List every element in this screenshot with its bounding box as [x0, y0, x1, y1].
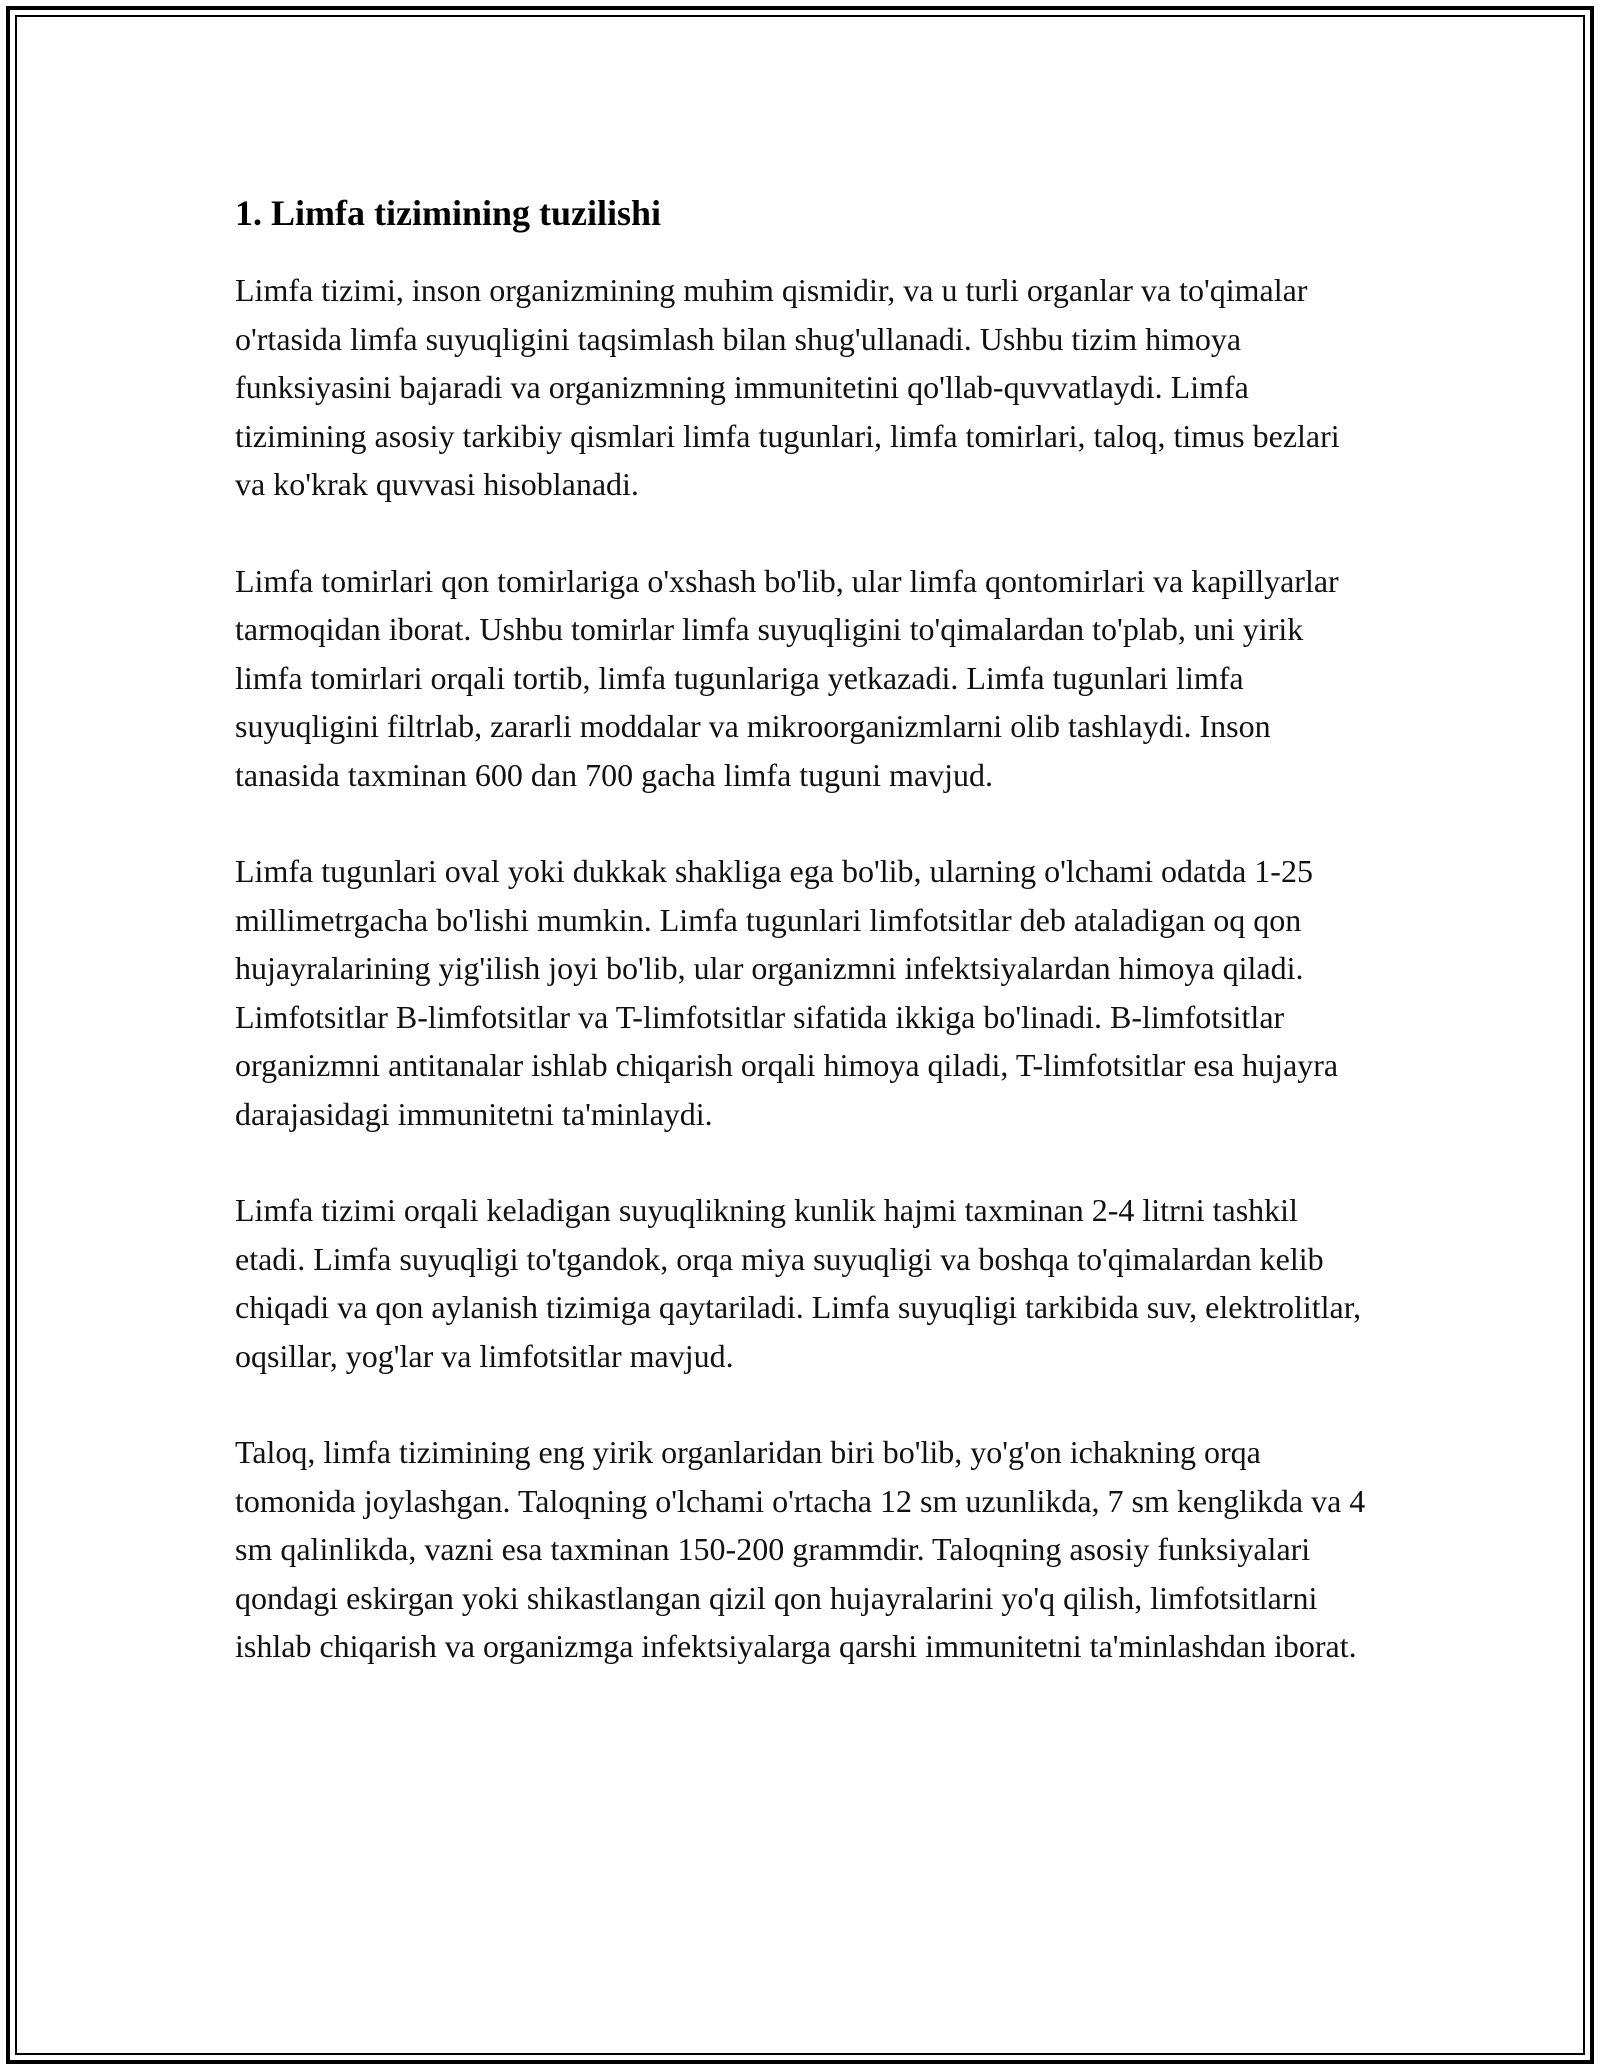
- paragraph-3: Limfa tugunlari oval yoki dukkak shakliga ega bo'lib, ularning o'lchami odatda 1-25 millimetrgacha bo'lishi mumkin. Limfa tugunlari limfotsitlar deb ataladigan oq qon hujayralarining yig'ilish joyi bo'lib, ular organizmni infektsiyalardan himoya qiladi. Limfotsitlar B-limfotsitlar va T-limfotsitlar sifatida ikkiga bo'linadi. B-limfotsitlar organizmni antitanalar ishlab chiqarish orqali himoya qiladi, T-limfotsitlar esa hujayra darajasidagi immunitetni ta'minlaydi.: [235, 853, 1339, 1132]
- paragraph-4: Limfa tizimi orqali keladigan suyuqlikning kunlik hajmi taxminan 2-4 litrni tashkil etadi. Limfa suyuqligi to'tgandok, orqa miya suyuqligi va boshqa to'qimalardan kelib chiqadi va qon aylanish tizimiga qaytariladi. Limfa suyuqligi tarkibida suv, elektrolitlar, oqsillar, yog'lar va limfotsitlar mavjud.: [235, 1192, 1362, 1374]
- paragraph-2: Limfa tomirlari qon tomirlariga o'xshash bo'lib, ular limfa qontomirlari va kapillyarlar tarmoqidan iborat. Ushbu tomirlar limfa suyuqligini to'qimalardan to'plab, uni yirik limfa tomirlari orqali tortib, limfa tugunlariga yetkazadi. Limfa tugunlari limfa suyuqligini filtrlab, zararli moddalar va mikroorganizmlarni olib tashlaydi. Inson tanasida taxminan 600 dan 700 gacha limfa tuguni mavjud.: [235, 562, 1339, 793]
- paragraph-1: Limfa tizimi, inson organizmining muhim qismidir, va u turli organlar va to'qimalar o'rtasida limfa suyuqligini taqsimlash bilan shug'ullanadi. Ushbu tizim himoya funksiyasini bajaradi va organizmning immunitetini qo'llab-quvvatlaydi. Limfa tizimining asosiy tarkibiy qismlari limfa tugunlari, limfa tomirlari, taloq, timus bezlari va ko'krak quvvasi hisoblanadi.: [235, 272, 1340, 502]
- paragraph-5: Taloq, limfa tizimining eng yirik organlaridan biri bo'lib, yo'g'on ichakning orqa tomonida joylashgan. Taloqning o'lchami o'rtacha 12 sm uzunlikda, 7 sm kenglikda va 4 sm qalinlikda, vazni esa taxminan 150-200 grammdir. Taloqning asosiy funksiyalari qondagi eskirgan yoki shikastlangan qizil qon hujayralarini yo'q qilish, limfotsitlarni ishlab chiqarish va organizmga infektsiyalarga qarshi immunitetni ta'minlashdan iborat.: [235, 1434, 1366, 1664]
- document-body: [235, 186, 1375, 1719]
- section-heading: 1. Limfa tizimining tuzilishi: [235, 193, 662, 233]
